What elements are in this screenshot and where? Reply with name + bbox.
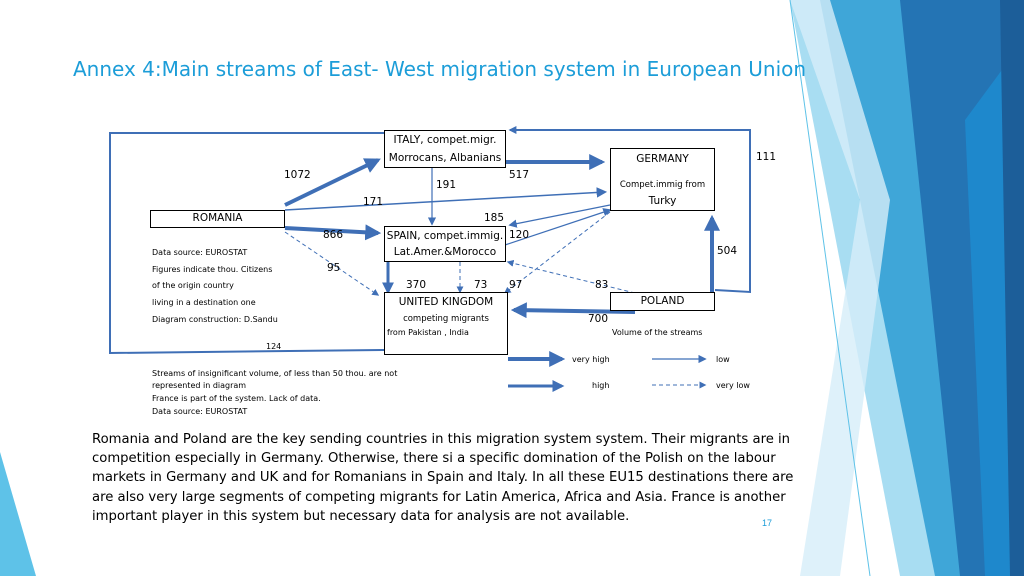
flow-label-ro-de: 171 xyxy=(363,196,384,208)
flow-label-pl-uk: 700 xyxy=(588,313,609,325)
node-spain-line1: SPAIN, compet.immig. xyxy=(386,230,504,242)
arrow-pl-es-dashed xyxy=(508,262,635,293)
node-italy-line2: Morrocans, Albanians xyxy=(388,152,502,164)
flow-label-loop: 111 xyxy=(756,151,777,163)
node-poland xyxy=(610,292,715,311)
flow-label-it-es: 191 xyxy=(436,179,457,191)
flow-label-de-uk: 97 xyxy=(509,279,523,291)
footnote-1: Streams of insignificant volume, of less than 50 thou. are not xyxy=(152,369,398,378)
legend-low: low xyxy=(716,355,730,364)
node-spain-line2: Lat.Amer.&Morocco xyxy=(393,246,497,258)
flow-label-ro-es: 866 xyxy=(323,229,344,241)
note-source: Data source: EUROSTAT xyxy=(152,248,248,257)
node-romania-label: ROMANIA xyxy=(192,212,243,224)
flow-label-it-de: 517 xyxy=(509,169,530,181)
flow-label-ro-it: 1072 xyxy=(284,169,311,181)
node-italy xyxy=(384,130,506,168)
flow-label-es-de: 185 xyxy=(484,212,505,224)
note-construction: Diagram construction: D.Sandu xyxy=(152,315,278,324)
node-uk-line3: from Pakistan , India xyxy=(387,328,469,337)
node-united-kingdom xyxy=(384,292,508,355)
flow-label-pl-es: 83 xyxy=(595,279,609,291)
flow-label-de-es: 120 xyxy=(509,229,530,241)
legend-high: high xyxy=(592,381,610,390)
node-romania xyxy=(150,210,285,228)
node-uk-line1: UNITED KINGDOM xyxy=(398,296,494,308)
node-germany-line3: Turky xyxy=(648,195,677,207)
slide-title: Annex 4:Main streams of East- West migration system in European Union xyxy=(73,57,807,81)
legend-title: Volume of the streams xyxy=(612,328,703,337)
page-number: 17 xyxy=(762,518,773,528)
node-poland-label: POLAND xyxy=(640,295,685,307)
note-fig3: living in a destination one xyxy=(152,298,256,307)
legend-very-low: very low xyxy=(716,381,750,390)
flow-label-ro-uk: 95 xyxy=(327,262,341,274)
flow-label-pl-de: 504 xyxy=(717,245,738,257)
note-fig1: Figures indicate thou. Citizens xyxy=(152,265,273,274)
node-germany-line1: GERMANY xyxy=(636,153,689,165)
body-paragraph: Romania and Poland are the key sending countries in this migration system system. Their migrants are in competition especially in Germany. Otherwise, there si a specific domination of the Polish on the labour markets in Germany and UK and for Romanians in Spain and Italy. In all these EU15 destinations there are are also very large segments of competing migrants for Latin America, Africa and Asia. France is another important player in this system but necessary data for analysis are not available. xyxy=(92,432,794,524)
flow-label-es-uk: 370 xyxy=(406,279,427,291)
legend-very-high: very high xyxy=(572,355,610,364)
flow-label-loop-uk: 124 xyxy=(266,342,282,351)
footnote-4: Data source: EUROSTAT xyxy=(152,407,248,416)
node-germany-line2: Compet.immig from xyxy=(619,180,706,190)
footnote-3: France is part of the system. Lack of data. xyxy=(152,394,321,403)
flow-label-es-uk-dashed: 73 xyxy=(474,279,488,291)
node-uk-line2: competing migrants xyxy=(403,314,489,324)
node-germany xyxy=(610,148,715,211)
arrow-ro-de xyxy=(285,192,605,210)
footnote-2: represented in diagram xyxy=(152,381,247,390)
note-fig2: of the origin country xyxy=(152,281,234,290)
node-spain xyxy=(384,226,506,262)
node-italy-line1: ITALY, compet.migr. xyxy=(393,134,497,146)
